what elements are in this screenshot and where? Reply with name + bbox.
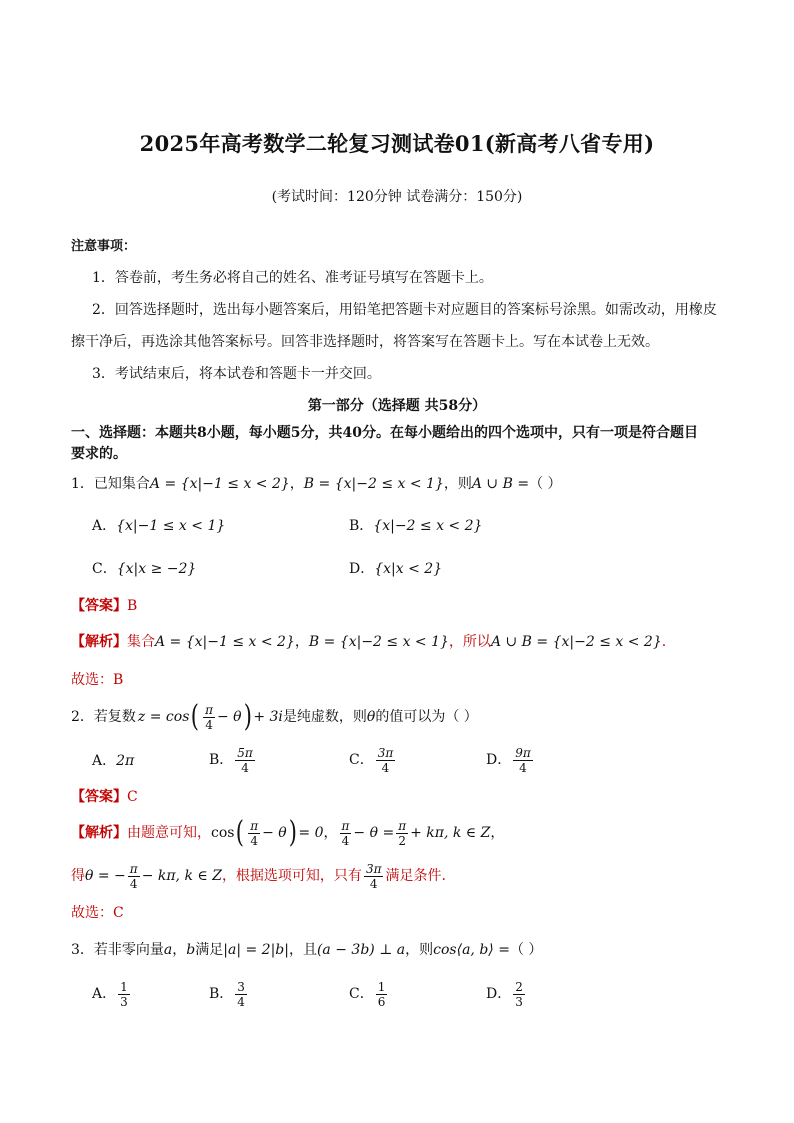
fraction-numerator: π — [398, 818, 407, 833]
analysis-kpi-2: − kπ, k ∈ Z — [141, 868, 222, 884]
question-2: 2．若复数 z = cos ( $\frac{\pi}{4}$ − θ ) + 3i 是纯虚数，则 θ 的值可以为（ ） — [71, 699, 478, 734]
analysis-comma: ， — [294, 634, 309, 650]
analysis-result: A ∪ B = {x|−2 ≤ x < 2} — [490, 634, 662, 650]
fraction-numerator: 1 — [120, 979, 128, 994]
option-fraction — [235, 746, 255, 775]
q1-conclusion — [71, 670, 123, 690]
q1-expr: A ∪ B = — [471, 476, 530, 492]
notice-item-1: 1．答卷前，考生务必将自己的姓名、准考证号填写在答题卡上。 — [92, 270, 493, 286]
q3-option-b[interactable] — [209, 976, 249, 1012]
option-value: {x|−1 ≤ x < 1} — [116, 518, 226, 534]
analysis-end: 满足条件. — [385, 868, 446, 884]
option-fraction — [376, 980, 388, 1009]
q1-option-a[interactable] — [92, 516, 225, 536]
fraction-numerator: 3π — [365, 861, 382, 876]
option-label: A． — [92, 518, 117, 534]
notice-item-3: 3．考试结束后，将本试卷和答题卡一并交回。 — [92, 366, 381, 382]
option-fraction — [235, 980, 247, 1009]
conclusion-value: B — [113, 672, 124, 688]
question-3 — [71, 940, 542, 960]
analysis-minus-theta: − θ — [262, 825, 287, 841]
fraction-denominator: 2 — [398, 833, 406, 848]
q2-option-b[interactable] — [209, 742, 257, 778]
q2-theta: θ — [366, 709, 376, 725]
option-fraction — [118, 980, 130, 1009]
answer-value: B — [127, 598, 138, 614]
q1-end: （ ） — [529, 476, 562, 492]
fraction-denominator: 4 — [519, 760, 527, 775]
q3-mid-2: ，则 — [405, 942, 434, 958]
fraction-numerator: 9π — [515, 745, 531, 760]
fraction-numerator: 1 — [377, 979, 386, 994]
analysis-tag: 【解析】 — [71, 825, 127, 841]
notice-heading: 注意事项： — [71, 239, 137, 254]
fraction-numerator: π — [341, 818, 350, 833]
q3-cos-expr: cos⟨a, b⟩ = — [433, 942, 510, 958]
q3-mid: 满足 — [195, 942, 224, 958]
analysis-text: 集合 — [127, 634, 155, 650]
q1-prefix: 1．已知集合 — [71, 476, 150, 492]
option-label: D． — [486, 752, 512, 768]
fraction-numerator: 3π — [377, 745, 394, 760]
analysis-comma: ， — [323, 825, 338, 841]
fraction-denominator: 4 — [237, 994, 245, 1009]
q1-answer — [71, 596, 137, 616]
part-heading: 第一部分（选择题 共58分） — [307, 398, 487, 414]
analysis-set-b: B = {x|−2 ≤ x < 1} — [308, 634, 449, 650]
q2-minus-theta: − θ — [217, 709, 242, 725]
analysis-set-a: A = {x|−1 ≤ x < 2} — [155, 634, 295, 650]
q2-fraction — [203, 703, 215, 732]
q2-conclusion — [71, 903, 124, 923]
analysis-period: . — [661, 634, 667, 650]
option-fraction — [376, 746, 396, 775]
exam-info: (考试时间：120分钟 试卷满分：150分) — [271, 189, 523, 205]
q2-analysis-line-2 — [71, 858, 446, 894]
analysis-tag: 【解析】 — [71, 634, 127, 650]
q3-condition-1: |a| = 2|b| — [223, 942, 289, 958]
q2-option-c[interactable] — [349, 742, 397, 778]
answer-tag: 【答案】 — [71, 789, 127, 805]
fraction-denominator: 4 — [241, 760, 249, 775]
answer-tag: 【答案】 — [71, 598, 127, 614]
q1-set-a: A = {x|−1 ≤ x < 2} — [149, 476, 290, 492]
option-label: A． — [92, 753, 117, 769]
analysis-theta: θ = − — [85, 868, 126, 884]
option-fraction — [513, 746, 533, 775]
analysis-text: 由题意可知， — [127, 825, 211, 841]
option-fraction — [513, 980, 525, 1009]
section-instruction: 一、选择题：本题共8小题，每小题5分，共40分。在每小题给出的四个选项中，只有一项是符合题目 — [71, 425, 698, 441]
option-value: 2π — [116, 753, 135, 769]
conclusion-value: C — [113, 905, 124, 921]
analysis-fraction-3 — [396, 819, 408, 848]
q3-end: （ ） — [509, 942, 543, 958]
q2-analysis: 【解析】 由题意可知， cos ( $\frac{\pi}{4}$ − θ ) = 0 ， $\frac{\pi}{4}$ − θ = $\frac{\pi}{2}$ + kπ, k ∈ Z ， — [71, 815, 505, 850]
notice-item-2-cont: 擦干净后，再选涂其他答案标号。回答非选择题时，将答案写在答题卡上。写在本试卷上无效。 — [71, 334, 659, 350]
analysis-fraction-4 — [128, 862, 140, 891]
q2-option-d[interactable] — [486, 742, 535, 778]
fraction-denominator: 4 — [341, 833, 350, 848]
conclusion-label: 故选： — [71, 672, 113, 688]
option-label: B． — [209, 752, 234, 768]
option-value: {x|x ≥ −2} — [116, 561, 197, 577]
fraction-denominator: 3 — [120, 994, 128, 1009]
fraction-denominator: 6 — [377, 994, 386, 1009]
option-value: {x|x < 2} — [374, 561, 443, 577]
analysis-cos: cos — [211, 825, 235, 841]
notice-item-2: 2．回答选择题时，选出每小题答案后，用铅笔把答题卡对应题目的答案标号涂黑。如需改动，用橡皮 — [92, 302, 717, 318]
page-title: 2025年高考数学二轮复习测试卷01(新高考八省专用) — [139, 131, 655, 156]
fraction-denominator: 4 — [129, 876, 138, 891]
fraction-denominator: 4 — [381, 760, 390, 775]
fraction-numerator: 5π — [237, 745, 253, 760]
fraction-denominator: 4 — [250, 833, 258, 848]
option-label: D． — [349, 561, 375, 577]
analysis-fraction-5 — [364, 862, 384, 891]
q3-option-c[interactable] — [349, 976, 389, 1012]
analysis-fraction — [248, 819, 260, 848]
option-label: C． — [349, 752, 374, 768]
q2-prefix: 2．若复数 — [71, 709, 136, 725]
analysis-fraction-2 — [340, 819, 352, 848]
option-label: C． — [349, 986, 374, 1002]
section-instruction-cont: 要求的。 — [71, 446, 127, 462]
fraction-denominator: 3 — [515, 994, 523, 1009]
option-label: C． — [92, 561, 117, 577]
question-1 — [71, 474, 562, 494]
q2-mid: 是纯虚数，则 — [282, 709, 367, 725]
analysis-prefix: 得 — [71, 868, 85, 884]
q1-analysis — [71, 632, 666, 652]
q2-end: 的值可以为（ ） — [375, 709, 478, 725]
analysis-kpi: + kπ, k ∈ Z — [410, 825, 491, 841]
q3-option-a[interactable] — [92, 976, 132, 1012]
option-value: {x|−2 ≤ x < 2} — [373, 518, 483, 534]
vector-b: b — [186, 942, 196, 958]
analysis-eq: − θ = — [353, 825, 395, 841]
option-label: D． — [486, 986, 512, 1002]
analysis-text-2: ，根据选项可知，只有 — [221, 868, 362, 884]
option-label: A． — [92, 986, 117, 1002]
option-label: B． — [209, 986, 234, 1002]
q2-z: z = cos — [137, 709, 190, 725]
analysis-comma-2: ， — [490, 825, 505, 841]
q3-option-d[interactable] — [486, 976, 527, 1012]
fraction-numerator: π — [129, 861, 138, 876]
q1-mid: ，则 — [443, 476, 472, 492]
q3-prefix: 3．若非零向量 — [71, 942, 164, 958]
q2-plus-3i: + 3i — [253, 709, 283, 725]
fraction-numerator: 3 — [237, 979, 245, 994]
q1-comma: ， — [289, 476, 304, 492]
vector-a: a — [163, 942, 173, 958]
analysis-text-2: ，所以 — [448, 634, 491, 650]
answer-value: C — [127, 789, 138, 805]
q2-answer — [71, 787, 138, 807]
q1-option-b[interactable] — [349, 516, 482, 536]
analysis-eq-zero: = 0 — [298, 825, 324, 841]
q3-comma-2: ，且 — [288, 942, 317, 958]
q1-set-b: B = {x|−2 ≤ x < 1} — [303, 476, 444, 492]
q2-option-a[interactable] — [92, 751, 134, 771]
q3-comma: ， — [172, 942, 187, 958]
fraction-denominator: 4 — [369, 876, 378, 891]
fraction-numerator: π — [250, 818, 259, 833]
fraction-denominator: 4 — [205, 717, 213, 732]
q1-option-d[interactable] — [349, 559, 442, 579]
q3-condition-2: (a − 3b) ⊥ a — [316, 942, 406, 958]
q1-option-c[interactable] — [92, 559, 196, 579]
conclusion-label: 故选： — [71, 905, 113, 921]
fraction-numerator: π — [205, 702, 213, 717]
fraction-numerator: 2 — [515, 979, 523, 994]
option-label: B． — [349, 518, 374, 534]
